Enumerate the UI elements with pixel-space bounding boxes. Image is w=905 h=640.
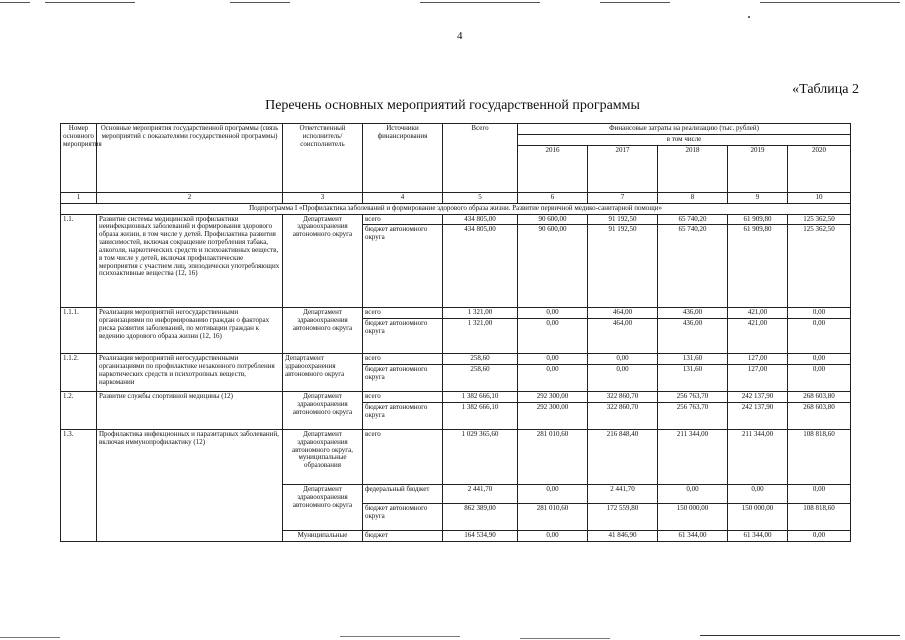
- cell-total: 1 382 666,10: [443, 402, 518, 429]
- cell-2019: 61 344,00: [728, 530, 788, 541]
- cell-2016: 0,00: [518, 365, 588, 392]
- cell-2016: 0,00: [518, 319, 588, 354]
- row-source: бюджет автономного округа: [363, 225, 443, 308]
- cell-2020: 268 603,80: [788, 392, 851, 403]
- header-financing: Финансовые затраты на реализацию (тыс. рублей): [518, 124, 851, 135]
- cell-2017: 216 848,40: [588, 429, 658, 484]
- table-row: [61, 429, 851, 484]
- cell-2019: 150 000,00: [728, 503, 788, 530]
- header-including: в том числе: [518, 135, 851, 146]
- cell-2020: 108 818,60: [788, 429, 851, 484]
- column-number: 2: [97, 193, 283, 204]
- row-source: бюджет автономного округа: [363, 365, 443, 392]
- page-number: 4: [457, 30, 463, 42]
- header-year: 2020: [788, 146, 851, 193]
- header-year: 2016: [518, 146, 588, 193]
- column-number: 6: [518, 193, 588, 204]
- cell-2017: 91 192,50: [588, 225, 658, 308]
- cell-2020: 0,00: [788, 308, 851, 319]
- cell-2016: 0,00: [518, 530, 588, 541]
- column-number: 7: [588, 193, 658, 204]
- cell-2020: 0,00: [788, 365, 851, 392]
- subprogram-title: Подпрограмма I «Профилактика заболеваний и формирование здорового образа жизни. Развитие первичной медико-санитарной помощи»: [61, 203, 851, 214]
- row-source: бюджет: [363, 530, 443, 541]
- row-activity: Реализация мероприятий негосударственными организациями по информированию граждан о факторах риска развития заболеваний, по мотивации граждан к ведению здорового образа жизни (12, 16): [97, 308, 283, 354]
- cell-2016: 292 300,00: [518, 392, 588, 403]
- cell-2016: 0,00: [518, 484, 588, 503]
- cell-total: 1 321,00: [443, 308, 518, 319]
- cell-2020: 125 362,50: [788, 225, 851, 308]
- cell-2017: 2 441,70: [588, 484, 658, 503]
- row-executor: Департамент здравоохранения автономного округа: [283, 354, 363, 392]
- row-number: 1.1.: [61, 214, 97, 308]
- cell-2019: 61 909,80: [728, 225, 788, 308]
- cell-2016: 0,00: [518, 354, 588, 365]
- cell-2016: 281 010,60: [518, 429, 588, 484]
- cell-2019: 421,00: [728, 319, 788, 354]
- cell-2019: 211 344,00: [728, 429, 788, 484]
- cell-2016: 0,00: [518, 308, 588, 319]
- cell-2020: 0,00: [788, 530, 851, 541]
- cell-total: 1 382 666,10: [443, 392, 518, 403]
- scan-speck: [748, 16, 750, 18]
- cell-2018: 436,00: [658, 319, 728, 354]
- row-source: всего: [363, 392, 443, 403]
- cell-2018: 65 740,20: [658, 214, 728, 225]
- row-activity: Развитие системы медицинской профилактики неинфекционных заболеваний и формирования здорового образа жизни, в том числе у детей. Профилактика развития зависимостей, включая сокращение потребления табака, алкоголя, наркотических средств и психоактивных веществ, в том числе у детей, включая профилактические мероприятия с участием лиц, эпизодически употребляющих психоактивные вещества (12, 16): [97, 214, 283, 308]
- row-executor: Департамент здравоохранения автономного округа, муниципальные образования: [283, 429, 363, 484]
- cell-2019: 0,00: [728, 484, 788, 503]
- row-source: всего: [363, 308, 443, 319]
- cell-2019: 421,00: [728, 308, 788, 319]
- cell-2020: 0,00: [788, 484, 851, 503]
- cell-2018: 436,00: [658, 308, 728, 319]
- cell-2017: 0,00: [588, 354, 658, 365]
- cell-2017: 91 192,50: [588, 214, 658, 225]
- row-source: бюджет автономного округа: [363, 402, 443, 429]
- cell-2017: 322 860,70: [588, 402, 658, 429]
- cell-2016: 90 600,00: [518, 214, 588, 225]
- column-number: 4: [363, 193, 443, 204]
- cell-total: 258,60: [443, 365, 518, 392]
- row-activity: Развитие службы спортивной медицины (12): [97, 392, 283, 430]
- cell-total: 434 805,00: [443, 225, 518, 308]
- row-executor: Департамент здравоохранения автономного округа: [283, 484, 363, 530]
- header-activity: Основные мероприятия государственной программы (связь мероприятий с показателями государственной программы): [97, 124, 283, 193]
- cell-2018: 256 763,70: [658, 402, 728, 429]
- row-activity: Реализация мероприятий негосударственными организациями по профилактике незаконного потребления наркотических средств и психотропных веществ, наркомании: [97, 354, 283, 392]
- cell-2018: 256 763,70: [658, 392, 728, 403]
- subprogram-row: [61, 203, 851, 214]
- row-executor: Департамент здравоохранения автономного округа: [283, 214, 363, 308]
- cell-2017: 41 846,90: [588, 530, 658, 541]
- row-source: федеральный бюджет: [363, 484, 443, 503]
- header-year: 2017: [588, 146, 658, 193]
- row-number: 1.1.2.: [61, 354, 97, 392]
- cell-2020: 0,00: [788, 319, 851, 354]
- row-number: 1.2.: [61, 392, 97, 430]
- header-source: Источники финансирования: [363, 124, 443, 193]
- cell-total: 258,60: [443, 354, 518, 365]
- cell-2018: 0,00: [658, 484, 728, 503]
- cell-2018: 131,60: [658, 354, 728, 365]
- row-number: 1.1.1.: [61, 308, 97, 354]
- cell-total: 1 321,00: [443, 319, 518, 354]
- cell-2019: 127,00: [728, 354, 788, 365]
- activities-table: [60, 123, 851, 542]
- table-row: [61, 392, 851, 403]
- cell-2019: 127,00: [728, 365, 788, 392]
- header-year: 2019: [728, 146, 788, 193]
- header-executor: Ответственный исполнитель/ соисполнитель: [283, 124, 363, 193]
- cell-total: 2 441,70: [443, 484, 518, 503]
- cell-2018: 65 740,20: [658, 225, 728, 308]
- table-row: [61, 308, 851, 319]
- cell-2016: 90 600,00: [518, 225, 588, 308]
- cell-2018: 131,60: [658, 365, 728, 392]
- column-number: 1: [61, 193, 97, 204]
- scan-artifact-bottom: [0, 632, 905, 640]
- table-row: [61, 214, 851, 225]
- document-title: Перечень основных мероприятий государственной программы: [265, 98, 640, 113]
- cell-2019: 242 137,90: [728, 402, 788, 429]
- header-total: Всего: [443, 124, 518, 193]
- column-number: 5: [443, 193, 518, 204]
- row-executor: Муниципальные: [283, 530, 363, 541]
- cell-2018: 211 344,00: [658, 429, 728, 484]
- row-executor: Департамент здравоохранения автономного округа: [283, 308, 363, 354]
- cell-2020: 0,00: [788, 354, 851, 365]
- cell-2018: 150 000,00: [658, 503, 728, 530]
- table-row: [61, 354, 851, 365]
- row-source: всего: [363, 429, 443, 484]
- row-source: бюджет автономного округа: [363, 319, 443, 354]
- cell-2016: 292 300,00: [518, 402, 588, 429]
- cell-2020: 108 818,60: [788, 503, 851, 530]
- row-source: бюджет автономного округа: [363, 503, 443, 530]
- cell-total: 164 534,90: [443, 530, 518, 541]
- row-source: всего: [363, 354, 443, 365]
- column-number: 8: [658, 193, 728, 204]
- cell-2017: 464,00: [588, 308, 658, 319]
- column-number: 9: [728, 193, 788, 204]
- cell-2017: 464,00: [588, 319, 658, 354]
- cell-2019: 61 909,80: [728, 214, 788, 225]
- row-number: 1.3.: [61, 429, 97, 541]
- cell-2020: 268 603,80: [788, 402, 851, 429]
- cell-total: 434 805,00: [443, 214, 518, 225]
- cell-2020: 125 362,50: [788, 214, 851, 225]
- row-executor: Департамент здравоохранения автономного округа: [283, 392, 363, 430]
- cell-total: 1 029 365,60: [443, 429, 518, 484]
- cell-2018: 61 344,00: [658, 530, 728, 541]
- cell-total: 862 389,00: [443, 503, 518, 530]
- scan-artifact-top: [0, 0, 905, 4]
- header-num: Номер основного мероприятия: [61, 124, 97, 193]
- cell-2016: 281 010,60: [518, 503, 588, 530]
- column-number-row: [61, 193, 851, 204]
- header-year: 2018: [658, 146, 728, 193]
- cell-2017: 172 559,80: [588, 503, 658, 530]
- cell-2017: 322 860,70: [588, 392, 658, 403]
- row-activity: Профилактика инфекционных и паразитарных заболеваний, включая иммунопрофилактику (12): [97, 429, 283, 541]
- table-label: «Таблица 2: [792, 82, 859, 97]
- column-number: 10: [788, 193, 851, 204]
- column-number: 3: [283, 193, 363, 204]
- cell-2017: 0,00: [588, 365, 658, 392]
- cell-2019: 242 137,90: [728, 392, 788, 403]
- row-source: всего: [363, 214, 443, 225]
